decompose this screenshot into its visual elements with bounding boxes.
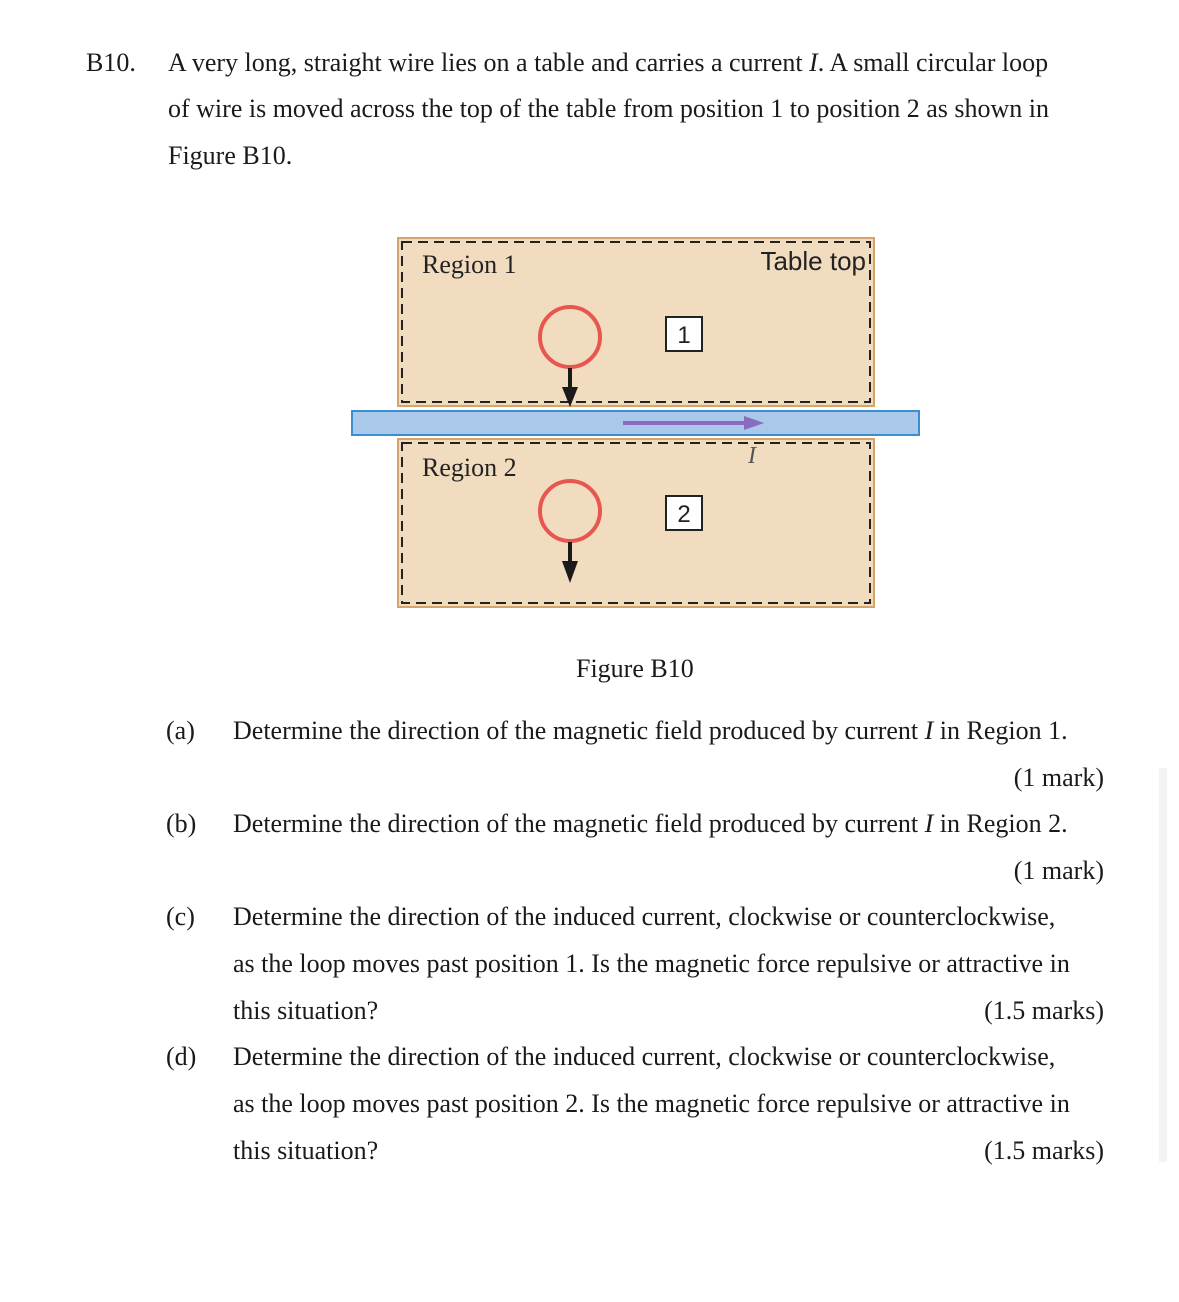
part-c-line-2: as the loop moves past position 1. Is the magnetic force repulsive or attractive in: [233, 949, 1070, 978]
part-c-line-3: this situation?: [233, 996, 379, 1025]
table-top-label: Table top: [760, 246, 866, 276]
intro-text: Figure B10.: [168, 141, 293, 170]
part-text: Determine the direction of the magnetic field produced by current: [233, 809, 925, 838]
part-d-line-2: as the loop moves past position 2. Is the magnetic force repulsive or attractive in: [233, 1089, 1070, 1118]
region-2-label: Region 2: [422, 453, 517, 482]
question-intro-line-1: [168, 48, 1048, 78]
question-number: B10.: [86, 48, 136, 77]
current-symbol: I: [809, 48, 818, 77]
intro-text: . A small circular loop: [817, 48, 1049, 77]
question-intro-line-2: [168, 94, 1049, 124]
part-b-text: [233, 809, 1068, 839]
part-d-line-3: this situation?: [233, 1136, 379, 1165]
part-d-label: (d): [166, 1042, 197, 1071]
part-a-text: [233, 716, 1068, 746]
position-2-label: 2: [677, 501, 691, 528]
part-text: in Region 1.: [933, 716, 1068, 745]
region-1-label: Region 1: [422, 250, 517, 279]
part-a-marks: (1 mark): [1013, 763, 1104, 792]
scrollbar-track[interactable]: [1159, 768, 1167, 1162]
current-label: I: [748, 443, 756, 469]
part-text: in Region 2.: [933, 809, 1068, 838]
part-c-label: (c): [166, 902, 195, 931]
part-a-label: (a): [166, 716, 195, 745]
figure-caption: Figure B10: [576, 654, 694, 683]
part-b-label: (b): [166, 809, 197, 838]
part-d-line-1: Determine the direction of the induced current, clockwise or counterclockwise,: [233, 1042, 1056, 1071]
part-c-marks: (1.5 marks): [984, 996, 1104, 1025]
current-symbol: I: [924, 809, 934, 838]
part-text: Determine the direction of the magnetic field produced by current: [233, 716, 925, 745]
part-b-marks: (1 mark): [1013, 856, 1104, 885]
question-intro-line-3: [168, 141, 292, 171]
figure-b10-diagram: [340, 225, 940, 625]
intro-text: A very long, straight wire lies on a table and carries a current: [168, 48, 810, 77]
position-1-label: 1: [677, 322, 691, 349]
part-d-marks: (1.5 marks): [984, 1136, 1104, 1165]
part-c-line-1: Determine the direction of the induced current, clockwise or counterclockwise,: [233, 902, 1056, 931]
intro-text: of wire is moved across the top of the table from position 1 to position 2 as shown in: [168, 94, 1049, 123]
current-symbol: I: [924, 716, 934, 745]
